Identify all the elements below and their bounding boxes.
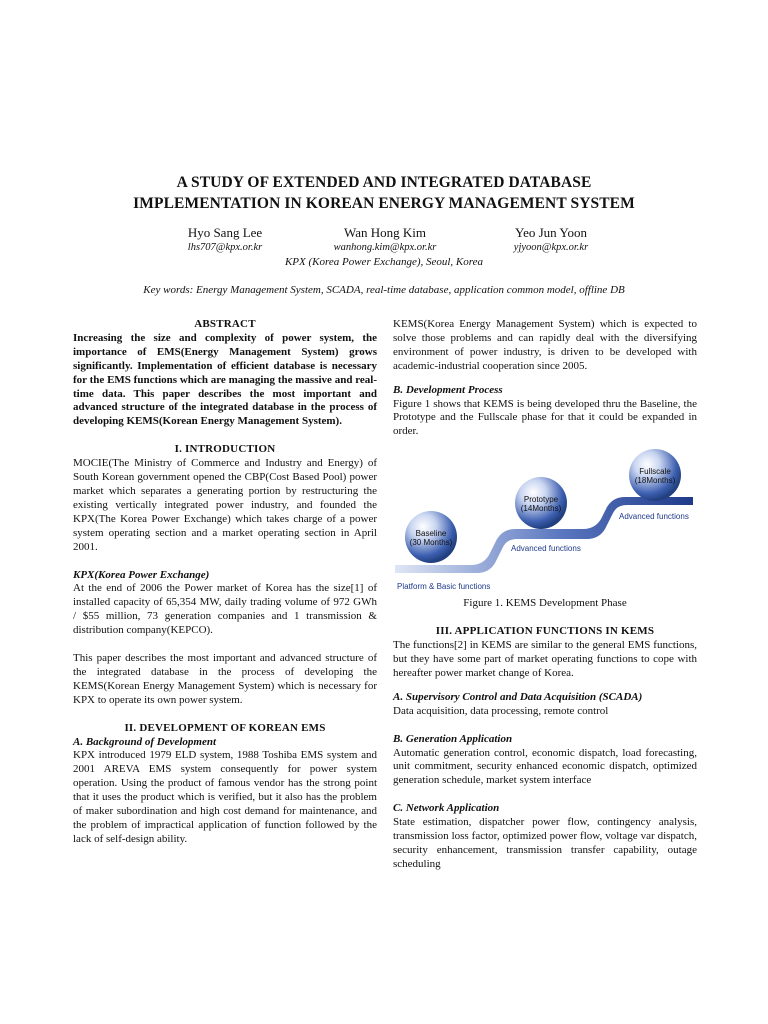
development-heading: II. DEVELOPMENT OF KOREAN EMS	[124, 721, 326, 734]
fullscale-name: Fullscale	[639, 467, 671, 477]
intro-paragraph-2: At the end of 2006 the Power market of Korea has the size[1] of installed capacity of 65,354 MW, daily trading volume of 972 GWh / $55 million, 73 generation companies and 1 transmission & distribution company(KEPCO).	[73, 582, 377, 637]
author-name: Hyo Sang Lee	[187, 225, 263, 240]
left-column	[73, 318, 377, 847]
label-platform: Platform & Basic functions	[397, 582, 491, 592]
baseline-months: (30 Months)	[409, 538, 453, 548]
process-subheading: B. Development Process	[393, 383, 503, 396]
intro-paragraph-1: MOCIE(The Ministry of Commerce and Industry and Energy) of South Korean government opened the CBP(Cost Based Pool) power market which separates a generating portion by restructuring the existing vertically integrated power industry, and founded the KPX(The Korea Power Exchange) which takes charge of a power system operating section and a market operating section in April 2001.	[73, 457, 377, 553]
keywords: Key words: Energy Management System, SCADA, real-time database, application common model, offline DB	[143, 284, 625, 296]
abstract-heading: ABSTRACT	[194, 318, 256, 330]
application-heading: III. APPLICATION FUNCTIONS IN KEMS	[435, 625, 655, 638]
prototype-months: (14Months)	[520, 504, 562, 514]
label-advanced-2: Advanced functions	[619, 512, 689, 522]
development-phase-diagram	[393, 447, 697, 597]
background-paragraph-continued: KEMS(Korea Energy Management System) which is expected to solve those problems and can rapidly deal with the diversifying environment of power industry, is driven to be developed with academic-industrial cooperation since 2005.	[393, 318, 697, 372]
network-subheading: C. Network Application	[393, 802, 500, 815]
author-email: yjyoon@kpx.or.kr	[513, 242, 589, 253]
prototype-name: Prototype	[523, 495, 559, 505]
title-line-1: A STUDY OF EXTENDED AND INTEGRATED DATABASE	[176, 174, 592, 191]
generation-subheading: B. Generation Application	[393, 732, 513, 745]
scada-paragraph: Data acquisition, data processing, remote control	[393, 704, 609, 717]
author-email: lhs707@kpx.or.kr	[187, 242, 263, 253]
network-paragraph: State estimation, dispatcher power flow, contingency analysis, transmission loss factor, optimized power flow, voltage var dispatch, security enhancement, transmission transfer capability, outage scheduling	[393, 816, 697, 870]
author-block	[0, 224, 768, 280]
author-name: Yeo Jun Yoon	[514, 225, 588, 240]
author-email: wanhong.kim@kpx.or.kr	[333, 242, 437, 253]
author-2	[305, 224, 465, 255]
intro-paragraph-3: This paper describes the most important and advanced structure of the integrated database in the process of developing the KEMS(Korean Energy Management System) which is necessary for KPX to operate its own power system.	[73, 652, 377, 706]
title-line-2: IMPLEMENTATION IN KOREAN ENERGY MANAGEMENT SYSTEM	[133, 195, 635, 212]
background-paragraph: KPX introduced 1979 ELD system, 1988 Toshiba EMS system and 2001 AREVA EMS system consequently for power system operation. Using the product of famous vendor has the strong point that it uses the product which is verified, but it also has the problem of maker subordination and high cost demand for maintenance, and the problem of impractical application of function followed by the lack of self-design ability.	[73, 749, 377, 845]
affiliation: KPX (Korea Power Exchange), Seoul, Korea	[284, 256, 484, 268]
scada-subheading: A. Supervisory Control and Data Acquisition (SCADA)	[393, 690, 643, 703]
application-paragraph: The functions[2] in KEMS are similar to the general EMS functions, but they have some part of market operating functions to cope with hereafter power market change of Korea.	[393, 639, 697, 679]
fullscale-months: (18Months)	[634, 476, 676, 486]
kpx-subheading: KPX(Korea Power Exchange)	[73, 568, 210, 581]
generation-paragraph: Automatic generation control, economic dispatch, load forecasting, unit commitment, security enhanced economic dispatch, optimized generation schedule, market system interface	[393, 746, 697, 787]
background-subheading: A. Background of Development	[73, 735, 216, 748]
author-3	[476, 224, 626, 255]
author-name: Wan Hong Kim	[344, 225, 426, 240]
process-paragraph: Figure 1 shows that KEMS is being developed thru the Baseline, the Prototype and the Fullscale phase for that it could be expanded in order.	[393, 397, 697, 438]
intro-heading: I. INTRODUCTION	[174, 443, 276, 456]
label-advanced-1: Advanced functions	[511, 544, 581, 554]
figure-caption: Figure 1. KEMS Development Phase	[463, 597, 627, 610]
abstract-text: Increasing the size and complexity of power system, the importance of EMS(Energy Management System) grows significantly. Implementation of efficient database is necessary for the EMS functions which are managing the massive and real-time data. This paper describes the most important and advanced structure of the integrated database in the process of developing KEMS(Korean Energy Management System).	[73, 331, 377, 428]
right-column	[393, 318, 697, 872]
author-1	[150, 224, 300, 255]
kems-development-figure	[393, 447, 697, 597]
paper-title	[40, 172, 728, 214]
baseline-name: Baseline	[415, 529, 447, 539]
